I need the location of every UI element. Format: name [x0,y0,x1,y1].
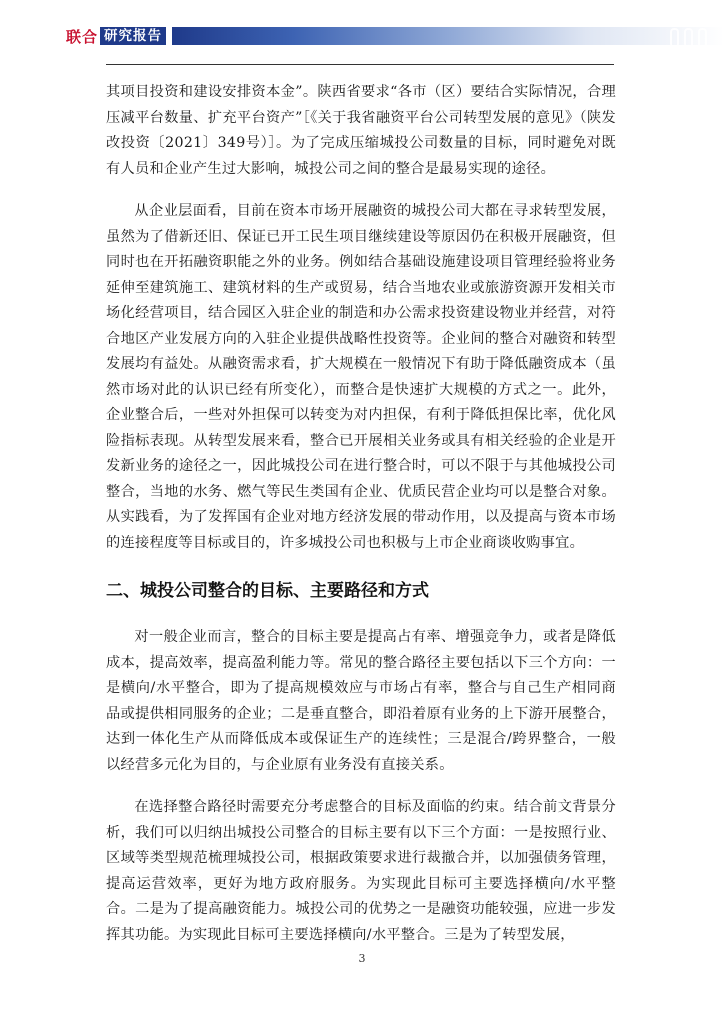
document-body [106,80,616,965]
watermark-logo-icon [666,26,718,46]
page-number: 3 [358,952,366,965]
brand-name-red: 联合 [66,27,99,46]
brand-name-box: 研究报告 [100,27,166,45]
brand-logo [66,27,166,45]
paragraph-3: 对一般企业而言，整合的目标主要是提高占有率、增强竞争力，或者是降低成本，提高效率，提高盈利能力等。常见的整合路径主要包括以下三个方向：一是横向/水平整合，即为了提高规模效应与市场占有率，整合与自己生产相同商品或提供相同服务的企业；二是垂直整合，即沿着原有业务的上下游开展整合，达到一体化生产从而降低成本或保证生产的连续性；三是混合/跨界整合，一般以经营多元化为目的，与企业原有业务没有直接关系。 [106,629,616,773]
report-header [0,0,724,52]
paragraph-2: 从企业层面看，目前在资本市场开展融资的城投公司大都在寻求转型发展，虽然为了借新还旧、保证已开工民生项目继续建设等原因仍在积极开展融资，但同时也在开拓融资职能之外的业务。例如结合基础设施建设项目管理经验将业务延伸至建筑施工、建筑材料的生产或贸易，结合当地农业或旅游资源开发相关市场化经营项目，结合园区入驻企业的制造和办公需求投资建设物业并经营，对符合地区产业发展方向的入驻企业提供战略性投资等。企业间的整合对融资和转型发展均有益处。从融资需求看，扩大规模在一般情况下有助于降低融资成本（虽然市场对此的认识已经有所变化），而整合是快速扩大规模的方式之一。此外，企业整合后，一些对外担保可以转变为对内担保，有利于降低担保比率，优化风险指标表现。从转型发展来看，整合已开展相关业务或具有相关经验的企业是开发新业务的途径之一，因此城投公司在进行整合时，可以不限于与其他城投公司整合，当地的水务、燃气等民生类国有企业、优质民营企业均可以是整合对象。从实践看，为了发挥国有企业对地方经济发展的带动作用，以及提高与资本市场的连接程度等目标或目的，许多城投公司也积极与上市企业商谈收购事宜。 [106,203,616,551]
header-gradient-bar [172,27,724,45]
header-rule [106,64,614,65]
paragraph-4: 在选择整合路径时需要充分考虑整合的目标及面临的约束。结合前文背景分析，我们可以归纳出城投公司整合的目标主要有以下三个方面：一是按照行业、区域等类型规范梳理城投公司，根据政策要求进行裁撤合并，以加强债务管理，提高运营效率，更好为地方政府服务。为实现此目标可主要选择横向/水平整合。二是为了提高融资能力。城投公司的优势之一是融资功能较强，应进一步发挥其功能。为实现此目标可主要选择横向/水平整合。三是为了转型发展， [106,799,616,943]
paragraph-1: 其项目投资和建设安排资本金”。陕西省要求“各市（区）要结合实际情况，合理压减平台数量、扩充平台资产”［《关于我省融资平台公司转型发展的意见》（陕发改投资〔2021〕349号）］。为了完成压缩城投公司数量的目标，同时避免对既有人员和企业产生过大影响，城投公司之间的整合是最易实现的途径。 [106,84,616,177]
section-heading: 二、城投公司整合的目标、主要路径和方式 [106,581,429,601]
